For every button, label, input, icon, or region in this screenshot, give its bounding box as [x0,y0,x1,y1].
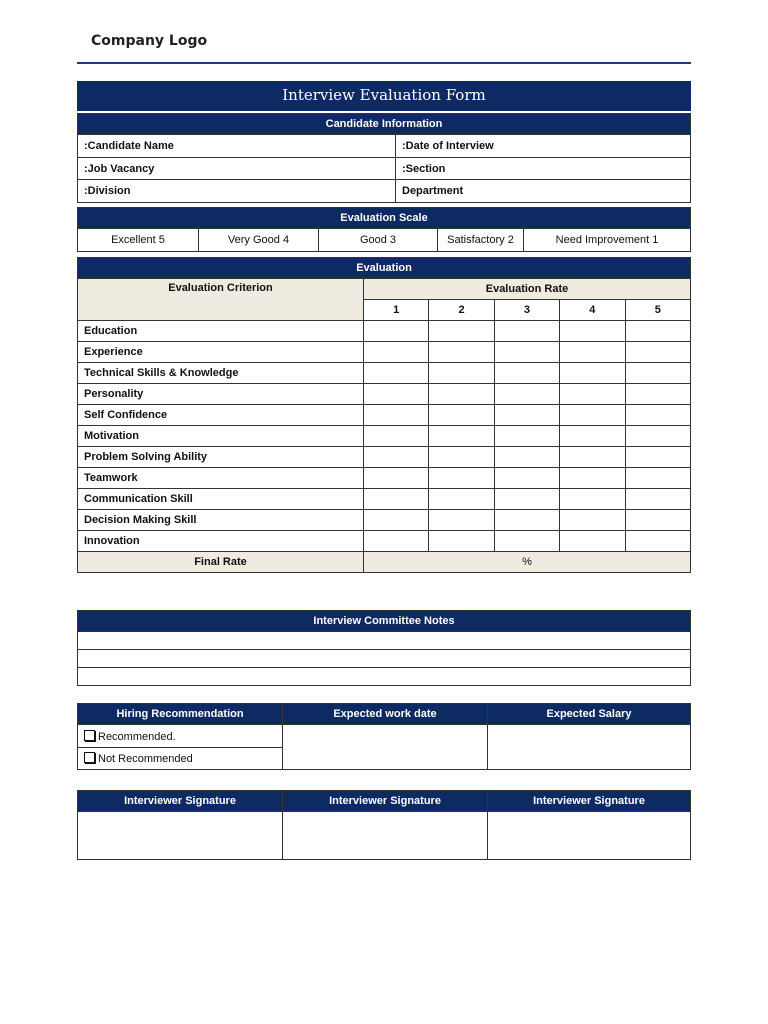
recommended-checkbox[interactable] [84,730,95,741]
rate-cell-5[interactable] [625,468,690,489]
criterion-label: Motivation [78,426,364,447]
rate-cell-5[interactable] [625,384,690,405]
rate-cell-2[interactable] [429,531,494,552]
criterion-label: Experience [78,342,364,363]
rate-cell-3[interactable] [494,405,559,426]
criterion-row [78,426,691,447]
hiring-recommendation-header: Hiring Recommendation [78,704,283,725]
recommended-option[interactable] [78,725,283,748]
rate-cell-3[interactable] [494,468,559,489]
rate-column-5: 5 [625,300,690,321]
company-logo: Company Logo [91,33,208,49]
scale-good: Good 3 [319,229,438,252]
criterion-row [78,489,691,510]
rate-cell-2[interactable] [429,447,494,468]
rate-cell-5[interactable] [625,489,690,510]
rate-cell-3[interactable] [494,342,559,363]
criterion-label: Self Confidence [78,405,364,426]
not-recommended-option[interactable] [78,748,283,770]
rate-cell-3[interactable] [494,510,559,531]
rate-cell-1[interactable] [364,405,429,426]
job-vacancy-field[interactable]: :Job Vacancy [78,158,396,180]
expected-salary-header: Expected Salary [488,704,691,725]
rate-cell-2[interactable] [429,489,494,510]
signature-field-3[interactable] [488,812,691,860]
notes-line[interactable] [78,650,691,668]
rate-cell-1[interactable] [364,342,429,363]
criterion-label: Technical Skills & Knowledge [78,363,364,384]
header-divider [77,62,691,64]
scale-excellent: Excellent 5 [78,229,199,252]
rate-cell-1[interactable] [364,447,429,468]
signature-header-1: Interviewer Signature [78,791,283,812]
rate-cell-2[interactable] [429,405,494,426]
division-field[interactable]: :Division [78,180,396,203]
rate-cell-5[interactable] [625,342,690,363]
rate-cell-5[interactable] [625,531,690,552]
rate-cell-5[interactable] [625,321,690,342]
criterion-label: Innovation [78,531,364,552]
evaluation-scale-heading: Evaluation Scale [78,208,691,229]
expected-work-date-field[interactable] [283,725,488,770]
expected-work-date-header: Expected work date [283,704,488,725]
notes-line[interactable] [78,668,691,686]
evaluation-heading: Evaluation [78,258,691,279]
rate-cell-1[interactable] [364,321,429,342]
rate-column-header: Evaluation Rate [364,279,691,300]
rate-cell-4[interactable] [560,468,625,489]
candidate-info-section [77,113,691,203]
rate-cell-1[interactable] [364,531,429,552]
rate-cell-4[interactable] [560,405,625,426]
rate-cell-3[interactable] [494,531,559,552]
rate-cell-4[interactable] [560,363,625,384]
rate-cell-4[interactable] [560,447,625,468]
criterion-label: Problem Solving Ability [78,447,364,468]
rate-cell-2[interactable] [429,384,494,405]
rate-cell-2[interactable] [429,426,494,447]
rate-cell-4[interactable] [560,384,625,405]
rate-cell-3[interactable] [494,363,559,384]
rate-cell-1[interactable] [364,489,429,510]
rate-cell-2[interactable] [429,363,494,384]
final-rate-value[interactable]: % [364,552,691,573]
date-of-interview-field[interactable]: :Date of Interview [396,135,691,158]
expected-salary-field[interactable] [488,725,691,770]
section-field[interactable]: :Section [396,158,691,180]
criterion-row [78,405,691,426]
rate-cell-1[interactable] [364,510,429,531]
criterion-row [78,363,691,384]
rate-cell-5[interactable] [625,510,690,531]
signature-header-2: Interviewer Signature [283,791,488,812]
signature-header-3: Interviewer Signature [488,791,691,812]
rate-cell-4[interactable] [560,321,625,342]
signature-field-2[interactable] [283,812,488,860]
rate-cell-3[interactable] [494,384,559,405]
rate-cell-4[interactable] [560,426,625,447]
hiring-section [77,703,691,770]
criterion-row [78,468,691,489]
candidate-name-field[interactable]: :Candidate Name [78,135,396,158]
criterion-row [78,321,691,342]
signature-field-1[interactable] [78,812,283,860]
rate-cell-2[interactable] [429,510,494,531]
rate-cell-1[interactable] [364,468,429,489]
rate-cell-5[interactable] [625,447,690,468]
scale-satisfactory: Satisfactory 2 [438,229,524,252]
scale-need-improvement: Need Improvement 1 [524,229,691,252]
rate-column-2: 2 [429,300,494,321]
criterion-row [78,510,691,531]
signatures-section [77,790,691,860]
candidate-info-heading: Candidate Information [78,114,691,135]
rate-cell-3[interactable] [494,321,559,342]
rate-column-3: 3 [494,300,559,321]
scale-very-good: Very Good 4 [199,229,319,252]
rate-cell-1[interactable] [364,384,429,405]
evaluation-section [77,257,691,573]
committee-notes-section [77,610,691,686]
rate-cell-4[interactable] [560,510,625,531]
rate-cell-3[interactable] [494,426,559,447]
not-recommended-label: Not Recommended [98,753,193,765]
rate-cell-4[interactable] [560,531,625,552]
criterion-label: Communication Skill [78,489,364,510]
rate-cell-5[interactable] [625,426,690,447]
rate-cell-5[interactable] [625,405,690,426]
rate-cell-4[interactable] [560,342,625,363]
criterion-label: Decision Making Skill [78,510,364,531]
notes-line[interactable] [78,632,691,650]
form-title: Interview Evaluation Form [77,81,691,111]
rate-cell-5[interactable] [625,363,690,384]
rate-cell-1[interactable] [364,426,429,447]
criterion-label: Education [78,321,364,342]
criterion-label: Personality [78,384,364,405]
rate-cell-1[interactable] [364,363,429,384]
form-title-bar [77,81,691,111]
criterion-row [78,447,691,468]
not-recommended-checkbox[interactable] [84,752,95,763]
recommended-label: Recommended. [98,730,176,743]
evaluation-scale-section [77,207,691,252]
rate-cell-4[interactable] [560,489,625,510]
final-rate-label: Final Rate [78,552,364,573]
rate-cell-2[interactable] [429,342,494,363]
rate-cell-3[interactable] [494,489,559,510]
committee-notes-heading: Interview Committee Notes [78,611,691,632]
rate-column-4: 4 [560,300,625,321]
criterion-row [78,531,691,552]
rate-column-1: 1 [364,300,429,321]
rate-cell-2[interactable] [429,468,494,489]
department-field[interactable]: Department [396,180,691,203]
criterion-label: Teamwork [78,468,364,489]
criterion-row [78,342,691,363]
criterion-column-header: Evaluation Criterion [78,279,364,321]
rate-cell-2[interactable] [429,321,494,342]
criterion-row [78,384,691,405]
rate-cell-3[interactable] [494,447,559,468]
